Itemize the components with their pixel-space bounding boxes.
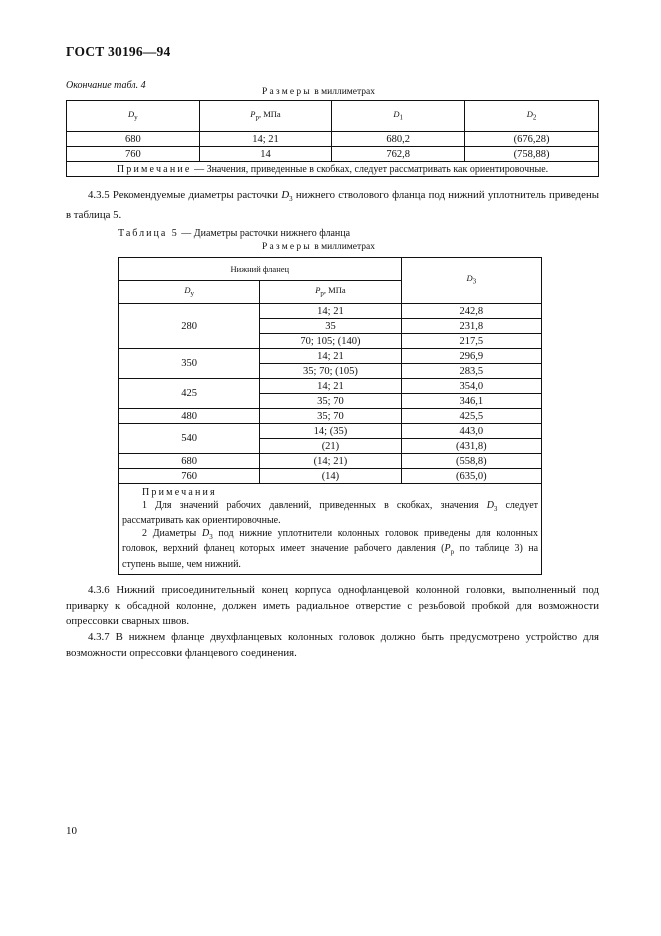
cell-d3: 425,5 (401, 409, 541, 424)
paragraph-4-3-6: 4.3.6 Нижний присоединительный конец корпуса однофланцевой колонной головки, выполненный под приварку к обсадной колонне, должен иметь радиальное отверстие с резьбовой пробкой для возможности опрессовки сварных швов. (66, 584, 599, 627)
cell-d3: (635,0) (401, 469, 541, 484)
table-note-row (67, 162, 599, 177)
col-header-d: $D_у$ (67, 101, 200, 132)
paragraph-4-3-5: 4.3.5 Рекомендуемые диаметры расточки $D_3$ нижнего стволового фланца под нижний уплотнитель приведены в таблица 5. (66, 189, 599, 221)
cell-d3: 231,8 (401, 319, 541, 334)
note-1: 1 Для значений рабочих давлений, приведенных в скобках, значения $D_3$ следует рассматривать как ориентировочные. (122, 499, 538, 526)
cell-dy: 425 (119, 379, 260, 409)
table-row (119, 379, 542, 394)
cell-dy: 680 (119, 454, 260, 469)
table5-units (262, 242, 375, 252)
caption-label: Таблица 5 (118, 228, 179, 239)
cell-d: 760 (67, 147, 200, 162)
cell-d2: (676,28) (465, 132, 599, 147)
table5-caption (118, 228, 350, 239)
table-row (119, 469, 542, 484)
notes-title: Примечания (142, 487, 217, 498)
cell-pp: 35 (260, 319, 401, 334)
table-header-row (67, 101, 599, 132)
cell-pp: 35; 70 (260, 409, 401, 424)
table-row (119, 409, 542, 424)
cell-pp: (14; 21) (260, 454, 401, 469)
cell-pp: (21) (260, 439, 401, 454)
note-text: — Значения, приведенные в скобках, следует рассматривать как ориентировочные. (191, 163, 549, 175)
col-header-pp: $P_р$, МПа (199, 101, 332, 132)
cell-d3: 242,8 (401, 304, 541, 319)
col-header-d2: $D_2$ (465, 101, 599, 132)
cell-d2: (758,88) (465, 147, 599, 162)
table-row (67, 147, 599, 162)
table4-units (262, 87, 375, 97)
table-row (67, 132, 599, 147)
cell-pp: 14; 21 (260, 349, 401, 364)
caption-text: — Диаметры расточки нижнего фланца (178, 228, 351, 239)
cell-pp: 70; 105; (140) (260, 334, 401, 349)
group-header: Нижний фланец (119, 258, 402, 281)
table-row (119, 349, 542, 364)
table-row (119, 424, 542, 439)
col-header-d3: $D_3$ (401, 258, 541, 304)
table-header-row (119, 258, 542, 281)
cell-dy: 480 (119, 409, 260, 424)
cell-d3: 283,5 (401, 364, 541, 379)
cell-d3: 354,0 (401, 379, 541, 394)
cell-pp: 14; 21 (260, 304, 401, 319)
table-5 (118, 257, 542, 575)
table4-continuation-label: Окончание табл. 4 (66, 80, 146, 91)
table-notes-row (119, 484, 542, 575)
cell-dy: 280 (119, 304, 260, 349)
table-row (119, 304, 542, 319)
cell-d3: 296,9 (401, 349, 541, 364)
units-spaced: Размеры (262, 242, 312, 252)
col-header-dy: $D_у$ (119, 281, 260, 304)
units-rest: в миллиметрах (314, 242, 375, 252)
cell-pp: 35; 70; (105) (260, 364, 401, 379)
page-number: 10 (66, 825, 77, 837)
document-header: ГОСТ 30196—94 (66, 44, 171, 59)
cell-pp: 14 (199, 147, 332, 162)
cell-d1: 680,2 (332, 132, 465, 147)
units-rest: в миллиметрах (314, 87, 375, 97)
cell-d3: (558,8) (401, 454, 541, 469)
cell-d1: 762,8 (332, 147, 465, 162)
cell-d3: (431,8) (401, 439, 541, 454)
cell-dy: 350 (119, 349, 260, 379)
table-row (119, 454, 542, 469)
cell-d3: 443,0 (401, 424, 541, 439)
cell-dy: 760 (119, 469, 260, 484)
cell-d3: 217,5 (401, 334, 541, 349)
note-label: Примечание (116, 163, 192, 175)
cell-pp: 14; 21 (260, 379, 401, 394)
cell-pp: (14) (260, 469, 401, 484)
units-spaced: Размеры (262, 87, 312, 97)
cell-d3: 346,1 (401, 394, 541, 409)
table-4 (66, 100, 599, 177)
col-header-d1: $D_1$ (332, 101, 465, 132)
note-2: 2 Диаметры $D_3$ под нижние уплотнители колонных головок приведены для колонных головок, верхний фланец которых имеет значение рабочего давления ($P_р$ по таблице 3) на ступень выше, чем нижний. (122, 527, 539, 570)
table5-notes (119, 484, 542, 575)
col-header-pp: $P_р$, МПа (260, 281, 401, 304)
paragraph-4-3-7: 4.3.7 В нижнем фланце двухфланцевых колонных головок должно быть предусмотрено устройство для возможности опрессовки фланцевого соединения. (66, 631, 599, 659)
cell-d: 680 (67, 132, 200, 147)
table4-note (67, 162, 599, 177)
cell-dy: 540 (119, 424, 260, 454)
cell-pp: 14; 21 (199, 132, 332, 147)
cell-pp: 35; 70 (260, 394, 401, 409)
cell-pp: 14; (35) (260, 424, 401, 439)
